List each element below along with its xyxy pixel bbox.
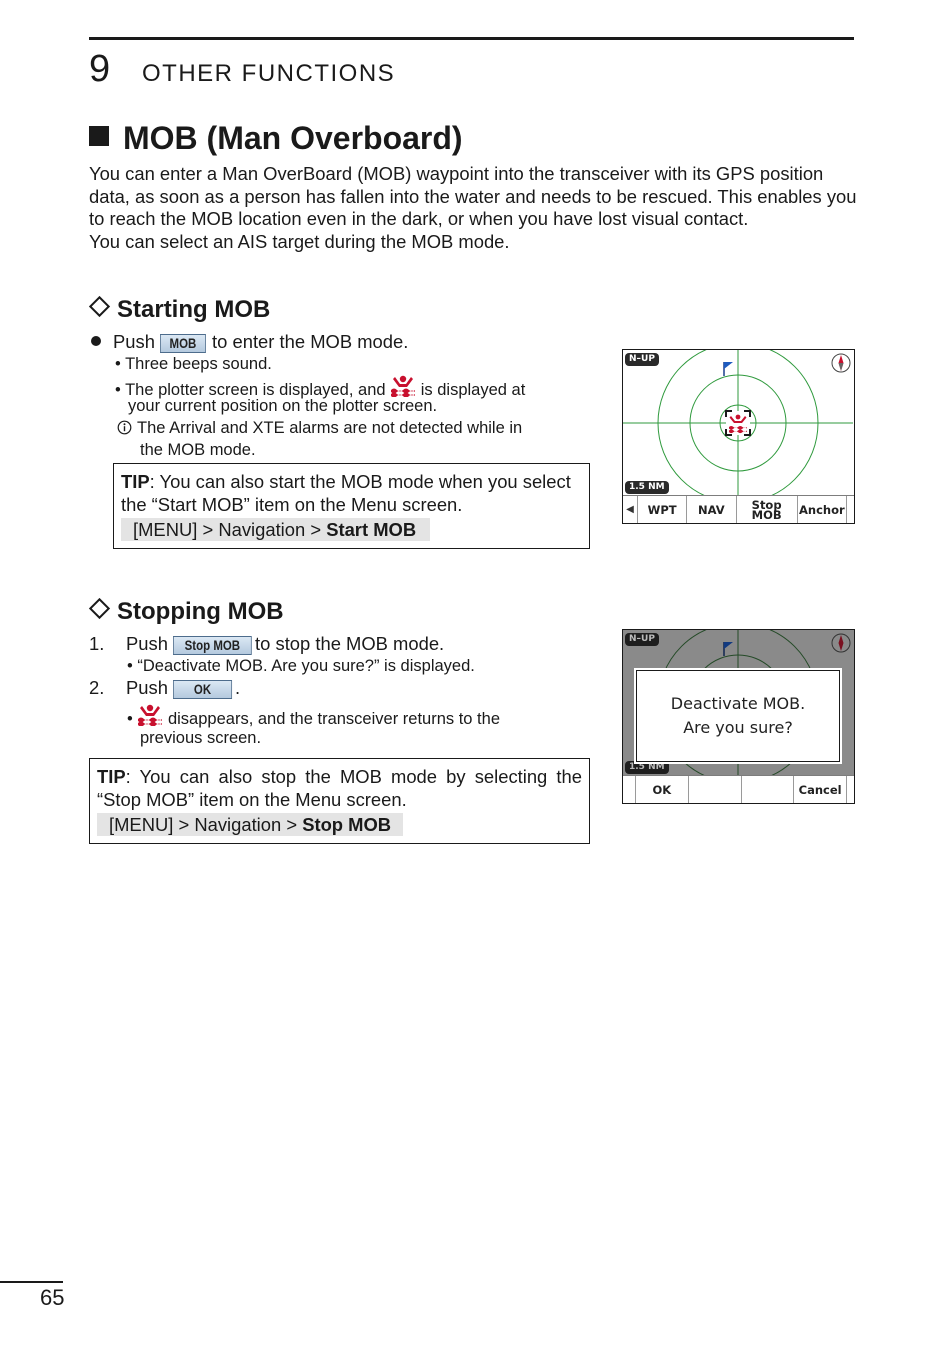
intro-paragraph-1: You can enter a Man OverBoard (MOB) waypoint into the transceiver with its GPS position data, as soon as a person has fallen into the water and needs to be rescued. This enables you to reach the MOB location even in the dark, or when you have lost visual contact.: [89, 163, 857, 230]
section-title: MOB (Man Overboard): [89, 120, 463, 157]
range-chip: 1.5 NM: [625, 481, 669, 494]
dialog-line-1: Deactivate MOB.: [670, 694, 806, 713]
stopping-mob-heading: Stopping MOB: [89, 598, 284, 626]
stopping-tip-text: TIP: You can also stop the MOB mode by selecting the “Stop MOB” item on the Menu screen.: [97, 766, 582, 810]
range-chip: 1.5 NM: [625, 761, 669, 774]
starting-bullet-1: • Three beeps sound.: [115, 355, 272, 373]
top-rule: [89, 37, 854, 40]
ok-key: OK: [173, 680, 232, 699]
compass-icon: [832, 634, 850, 652]
softkey-ok[interactable]: OK: [636, 776, 689, 803]
softkey-left-arrow-icon[interactable]: ◀: [623, 496, 638, 523]
waypoint-flag-icon: [724, 362, 733, 376]
starting-bullet-2: • The plotter screen is displayed, and is displayed at: [115, 375, 525, 402]
starting-tip-text: TIP: You can also start the MOB mode when you select the “Start MOB” item on the Menu screen.: [121, 471, 571, 515]
intro-text: [89, 163, 859, 253]
stop-mob-key: Stop MOB: [173, 636, 252, 655]
softkey-row: [623, 495, 854, 523]
starting-bullet-2-cont: your current position on the plotter screen.: [128, 397, 438, 415]
softkey-blank-1: [689, 776, 742, 803]
deactivate-screen: [622, 629, 855, 804]
diamond-icon: [89, 598, 110, 619]
starting-menu-path: [MENU] > Navigation > Start MOB: [121, 518, 430, 541]
mob-icon: [390, 375, 416, 397]
stopping-step-1: 1. Push Stop MOB to stop the MOB mode.: [89, 633, 445, 654]
plotter-screen: [622, 349, 855, 524]
orientation-chip: N–UP: [625, 353, 659, 366]
compass-icon: [832, 354, 850, 372]
softkey-end: [847, 776, 854, 803]
softkey-row: [623, 775, 854, 803]
plotter-view: [623, 350, 853, 496]
softkey-start: [623, 776, 636, 803]
orientation-chip: N–UP: [625, 633, 659, 646]
mob-key: MOB: [160, 334, 206, 353]
softkey-anchor[interactable]: Anchor: [798, 496, 847, 523]
info-note-cont: the MOB mode.: [140, 441, 256, 459]
dialog-line-2: Are you sure?: [683, 718, 793, 737]
info-note: The Arrival and XTE alarms are not detected while in: [117, 418, 522, 440]
starting-step: Push MOB to enter the MOB mode.: [91, 331, 408, 353]
waypoint-flag-icon: [724, 642, 733, 656]
starting-tip-box: [113, 463, 590, 549]
softkey-blank-2: [742, 776, 795, 803]
page-number-rule: [0, 1281, 63, 1283]
stopping-menu-path: [MENU] > Navigation > Stop MOB: [97, 813, 403, 836]
bullet-icon: [91, 336, 101, 346]
softkey-wpt[interactable]: WPT: [638, 496, 687, 523]
softkey-nav[interactable]: NAV: [687, 496, 736, 523]
softkey-stop-mob[interactable]: Stop MOB: [737, 496, 798, 523]
diamond-icon: [89, 296, 110, 317]
mob-target-marker: [726, 411, 750, 435]
info-icon: [117, 420, 132, 435]
softkey-cancel[interactable]: Cancel: [794, 776, 847, 803]
softkey-end: [847, 496, 854, 523]
intro-paragraph-2: You can select an AIS target during the MOB mode.: [89, 230, 510, 252]
square-bullet-icon: [89, 126, 109, 146]
mob-icon: [137, 704, 163, 726]
stopping-step-2: 2. Push OK .: [89, 677, 241, 698]
page-number: 65: [40, 1285, 65, 1310]
stopping-step-2-bullet-cont: previous screen.: [140, 729, 262, 747]
starting-mob-heading: Starting MOB: [89, 296, 270, 324]
stopping-tip-box: [89, 758, 590, 844]
chapter-number: 9: [89, 48, 111, 90]
stopping-step-1-bullet: • “Deactivate MOB. Are you sure?” is displayed.: [127, 657, 475, 675]
deactivate-dialog: [636, 670, 840, 762]
stopping-step-2-bullet: • disappears, and the transceiver returns to the: [127, 704, 500, 731]
chapter-title: OTHER FUNCTIONS: [142, 60, 396, 87]
